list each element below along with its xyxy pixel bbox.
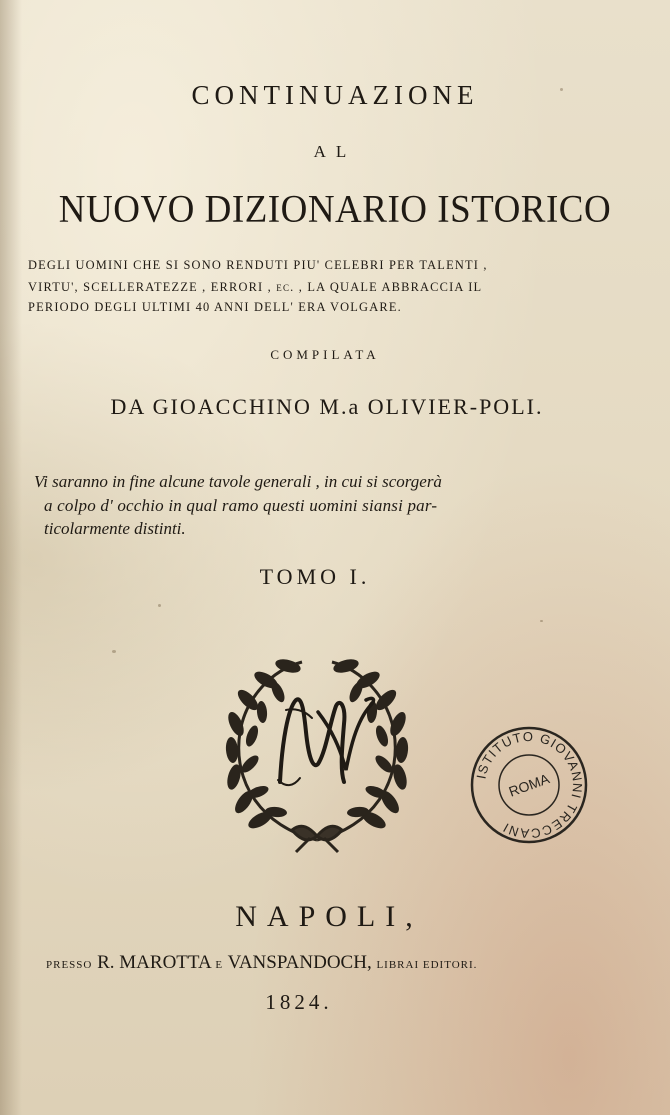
title-line-continuazione: CONTINUAZIONE xyxy=(191,80,479,110)
imprint-presso: PRESSO xyxy=(46,959,93,971)
imprint-publisher-1: R. MAROTTA xyxy=(97,952,211,973)
stamp-outer-text: ISTITUTO GIOVANNI TRECCANI xyxy=(473,728,586,842)
title-line-al: AL xyxy=(313,142,357,161)
stamp-inner-text: ROMA xyxy=(506,770,552,800)
laurel-wreath-icon xyxy=(222,652,412,857)
paper-speck xyxy=(158,604,161,607)
library-stamp-icon xyxy=(468,724,590,846)
volume-label: TOMO I. xyxy=(259,564,371,589)
note-line-1: Vi saranno in fine alcune tavole generali , in cui si scorgerà xyxy=(34,472,442,491)
note-line-3: ticolarmente distinti. xyxy=(44,519,186,538)
description-line-1: DEGLI UOMINI CHE SI SONO RENDUTI PIU' CELEBRI PER TALENTI , xyxy=(28,258,488,272)
imprint-publisher-2: VANSPANDOCH, xyxy=(227,952,372,973)
imprint-year: 1824. xyxy=(265,990,333,1014)
paper-speck xyxy=(560,88,563,91)
paper-speck xyxy=(112,650,116,653)
paper-speck xyxy=(540,620,543,622)
compiled-label: COMPILATA xyxy=(270,347,380,362)
note-line-2: a colpo d' occhio in qual ramo questi uomini siansi par- xyxy=(44,496,438,515)
author-line: DA GIOACCHINO M.a OLIVIER-POLI. xyxy=(110,394,544,419)
book-gutter-shadow xyxy=(0,0,22,1115)
imprint-trade: LIBRAI EDITORI. xyxy=(376,959,478,971)
imprint-and: E xyxy=(215,959,224,971)
description-line-2: VIRTU', SCELLERATEZZE , ERRORI , ec. , LA QUALE ABBRACCIA IL xyxy=(28,280,483,294)
imprint-publisher-line xyxy=(46,952,606,974)
main-title: NUOVO DIZIONARIO ISTORICO xyxy=(58,187,612,232)
description-line-3: PERIODO DEGLI ULTIMI 40 ANNI DELL' ERA VOLGARE. xyxy=(28,300,402,314)
imprint-city: NAPOLI, xyxy=(235,900,423,933)
